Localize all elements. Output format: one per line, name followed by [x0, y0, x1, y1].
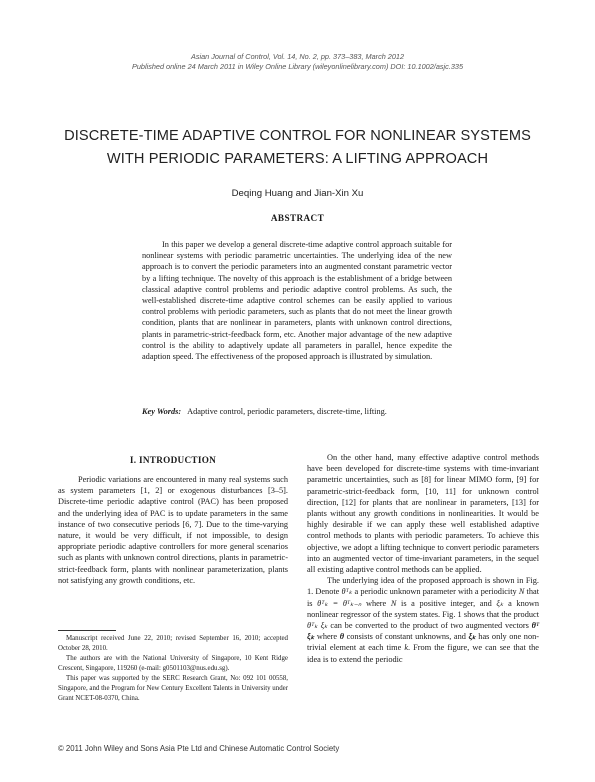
section-heading-introduction: I. INTRODUCTION: [129, 455, 217, 465]
math-N: N: [518, 587, 525, 597]
math-periodicity: θᵀₖ = θᵀₖ₋ₙ: [317, 598, 362, 608]
keywords-text: Adaptive control, periodic parameters, discrete-time, lifting.: [187, 407, 387, 416]
math-augmented-product: θᵀ ξₖ: [307, 621, 539, 642]
math-N: N: [390, 598, 397, 608]
left-column-body: [58, 474, 288, 586]
paper-title-line-1: DISCRETE-TIME ADAPTIVE CONTROL FOR NONLINEAR SYSTEMS: [64, 128, 531, 144]
footnotes: [58, 634, 288, 704]
math-product: θᵀₖ ξₖ: [307, 621, 328, 631]
footnote-rule: [58, 630, 116, 631]
journal-citation: Asian Journal of Control, Vol. 14, No. 2, pp. 373–383, March 2012: [190, 52, 405, 61]
abstract-text: In this paper we develop a general discrete-time adaptive control approach suitable for nonlinear systems with periodic parametric uncertainties. The underlying idea of the new approach is to convert the periodic parameters into an augmented constant parametric vector by a lifting technique. The novelty of this approach is the establishment of a bridge between classical adaptive control problems and periodic adaptive control problems. As such, the well-established discrete-time adaptive control schemes can be easily applied to various control problems with periodic parameters, such as plants that do not meet the linear growth condition, plants that are nonlinear in parameters, plants with unknown control directions, plants in parametric-strict-feedback form, etc. Another major advantage of the new adaptive control is the ability to adaptively update all parameters in parallel, hence expedite the adaption speed. The effectiveness of the proposed approach is illustrated by simulation.: [142, 240, 452, 362]
keywords: [142, 407, 462, 416]
intro-paragraph-3: The underlying idea of the proposed approach is shown in Fig. 1. Denote θᵀₖ a periodic unknown parameter with a periodicity N that is θᵀₖ = θᵀₖ₋ₙ where N is a positive integer, and ξₖ a known nonlinear regressor of the system states. Fig. 1 shows that the product θᵀₖ ξₖ can be converted to the product of two augmented vectors θᵀ ξₖ where θ consists of constant unknowns, and ξₖ has only one non-trivial element at each time k. From the figure, we can see that the idea is to extend the periodic: [307, 576, 540, 664]
author-list: Deqing Huang and Jian-Xin Xu: [231, 188, 364, 199]
math-xi-k-bold: ξₖ: [468, 632, 476, 642]
footnote-funding: This paper was supported by the SERC Research Grant, No: 092 101 00558, Singapore, and the Program for New Century Excellent Talents in University under Grant NCET-08-0370, China.: [58, 675, 288, 702]
right-column-body: [307, 452, 539, 665]
intro-paragraph-2: On the other hand, many effective adaptive control methods have been developed for discrete-time systems with time-invariant parametric uncertainties, such as [8] for linear MIMO form, [9] for parametric-strict-feedback form, [10, 11] for unknown control direction, [12] for plants that are nonlinear in parameters, [13] for plants without any growth conditions in nonlinearities. It would be highly desirable if we can apply these well established adaptive control methods to plants with periodic parameters. To achieve this objective, we adopt a lifting technique to convert periodic parameters into an augmented vector of time-invariant parameters, in the sequel all existing adaptive control methods can be applied.: [307, 453, 539, 575]
copyright-footer: © 2011 John Wiley and Sons Asia Pte Ltd and Chinese Automatic Control Society: [58, 744, 340, 753]
paper-title-line-2: WITH PERIODIC PARAMETERS: A LIFTING APPROACH: [106, 151, 489, 167]
math-xi-k: ξₖ: [496, 598, 504, 608]
abstract-heading: ABSTRACT: [270, 213, 325, 223]
publication-info: Published online 24 March 2011 in Wiley Online Library (wileyonlinelibrary.com) DOI: 10.1002/asjc.335: [131, 62, 464, 71]
math-theta-k: θᵀₖ: [341, 587, 353, 597]
footnote-manuscript: Manuscript received June 22, 2010; revised September 16, 2010; accepted October 28, 2010.: [58, 635, 288, 652]
math-theta: θ: [339, 632, 344, 642]
math-k: k: [404, 643, 409, 653]
footnote-affiliation: The authors are with the National University of Singapore, 10 Kent Ridge Crescent, Singapore, 119260 (e-mail: g0501103@nus.edu.sg).: [58, 655, 288, 672]
intro-paragraph-1: Periodic variations are encountered in many real systems such as system parameters [1, 2] or exogenous disturbances [3–5]. Discrete-time periodic adaptive control (PAC) has been proposed and the underlying idea of PAC is to update parameters in the same instance of two consecutive periods [6, 7]. Due to the time-varying nature, it would be very difficult, if not impossible, to design appropriate periodic adaptive controllers for more general scenarios such as plants with unknown control directions, plants in parametric-strict-feedback form, plants with nonlinear parameterization, plants not satisfying any growth conditions, etc.: [58, 475, 288, 585]
keywords-label: Key Words:: [142, 407, 182, 416]
